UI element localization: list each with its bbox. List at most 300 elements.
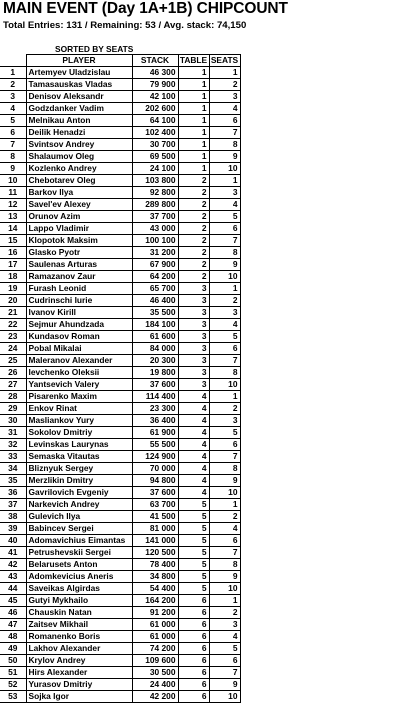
row-index: 46 [0, 607, 26, 619]
player-name: Barkov Ilya [26, 187, 132, 199]
table-row [0, 403, 240, 415]
chip-stack: 61 600 [132, 331, 178, 343]
row-index: 21 [0, 307, 26, 319]
table-row [0, 631, 240, 643]
table-row [0, 511, 240, 523]
player-name: Ivanov Kirill [26, 307, 132, 319]
player-name: Chauskin Natan [26, 607, 132, 619]
seat-number: 1 [209, 391, 240, 403]
table-number: 3 [178, 283, 209, 295]
chip-stack: 61 000 [132, 631, 178, 643]
seat-number: 9 [209, 475, 240, 487]
row-index: 51 [0, 667, 26, 679]
seat-number: 7 [209, 547, 240, 559]
seat-number: 2 [209, 295, 240, 307]
player-name: Sokolov Dmitriy [26, 427, 132, 439]
row-index: 6 [0, 127, 26, 139]
table-number: 3 [178, 343, 209, 355]
seat-number: 10 [209, 487, 240, 499]
table-row [0, 523, 240, 535]
chip-stack: 289 800 [132, 199, 178, 211]
seat-number: 8 [209, 139, 240, 151]
player-name: Hirs Alexander [26, 667, 132, 679]
player-name: Levinskas Laurynas [26, 439, 132, 451]
row-index: 41 [0, 547, 26, 559]
player-name: Klopotok Maksim [26, 235, 132, 247]
chip-stack: 24 100 [132, 163, 178, 175]
player-name: Masliankov Yury [26, 415, 132, 427]
table-number: 1 [178, 103, 209, 115]
chip-stack: 94 800 [132, 475, 178, 487]
row-index: 2 [0, 79, 26, 91]
table-row [0, 559, 240, 571]
player-name: Shalaumov Oleg [26, 151, 132, 163]
chip-stack: 64 200 [132, 271, 178, 283]
table-number: 6 [178, 691, 209, 703]
table-number: 6 [178, 655, 209, 667]
seat-number: 6 [209, 223, 240, 235]
table-number: 4 [178, 439, 209, 451]
row-index: 12 [0, 199, 26, 211]
seat-number: 10 [209, 691, 240, 703]
table-number: 2 [178, 211, 209, 223]
table-number: 3 [178, 319, 209, 331]
player-name: Petrushevskii Sergei [26, 547, 132, 559]
player-name: Yurasov Dmitriy [26, 679, 132, 691]
row-index: 53 [0, 691, 26, 703]
chip-stack: 43 000 [132, 223, 178, 235]
table-row [0, 223, 240, 235]
row-index: 7 [0, 139, 26, 151]
table-row [0, 439, 240, 451]
chip-stack: 61 000 [132, 619, 178, 631]
table-number: 2 [178, 199, 209, 211]
table-number: 2 [178, 187, 209, 199]
row-index: 29 [0, 403, 26, 415]
table-row [0, 127, 240, 139]
seat-number: 6 [209, 439, 240, 451]
seat-number: 7 [209, 127, 240, 139]
table-row [0, 211, 240, 223]
table-row [0, 655, 240, 667]
table-number: 3 [178, 331, 209, 343]
seat-number: 3 [209, 187, 240, 199]
chip-stack: 92 800 [132, 187, 178, 199]
player-name: Glasko Pyotr [26, 247, 132, 259]
chip-stack: 35 500 [132, 307, 178, 319]
player-name: Artemyev Uladzislau [26, 67, 132, 79]
seat-number: 2 [209, 403, 240, 415]
player-name: Chebotarev Oleg [26, 175, 132, 187]
chip-stack: 42 100 [132, 91, 178, 103]
chip-stack: 84 000 [132, 343, 178, 355]
seat-number: 8 [209, 463, 240, 475]
table-row [0, 307, 240, 319]
row-index: 34 [0, 463, 26, 475]
player-name: Babincev Sergei [26, 523, 132, 535]
chip-stack: 23 300 [132, 403, 178, 415]
table-number: 5 [178, 535, 209, 547]
chip-stack: 65 700 [132, 283, 178, 295]
table-number: 1 [178, 127, 209, 139]
seat-number: 6 [209, 655, 240, 667]
chip-stack: 30 700 [132, 139, 178, 151]
table-row [0, 667, 240, 679]
row-index: 20 [0, 295, 26, 307]
table-row [0, 607, 240, 619]
player-name: Orunov Azim [26, 211, 132, 223]
seat-number: 1 [209, 283, 240, 295]
row-index: 23 [0, 331, 26, 343]
row-index: 35 [0, 475, 26, 487]
player-name: Melnikau Anton [26, 115, 132, 127]
table-number: 3 [178, 295, 209, 307]
player-name: Lakhov Alexander [26, 643, 132, 655]
chip-stack: 69 500 [132, 151, 178, 163]
table-row [0, 67, 240, 79]
chip-stack: 74 200 [132, 643, 178, 655]
row-index: 3 [0, 91, 26, 103]
chip-stack: 41 500 [132, 511, 178, 523]
table-number: 4 [178, 403, 209, 415]
table-row [0, 571, 240, 583]
player-name: Semaska Vitautas [26, 451, 132, 463]
player-name: Tamasauskas Vladas [26, 79, 132, 91]
chip-stack: 79 900 [132, 79, 178, 91]
seat-number: 1 [209, 595, 240, 607]
seat-number: 8 [209, 247, 240, 259]
player-name: Savel'ev Alexey [26, 199, 132, 211]
seat-number: 10 [209, 379, 240, 391]
seat-number: 4 [209, 199, 240, 211]
table-row [0, 619, 240, 631]
player-name: Merzlikin Dmitry [26, 475, 132, 487]
row-index: 13 [0, 211, 26, 223]
page-title: MAIN EVENT (Day 1A+1B) CHIPCOUNT [3, 0, 288, 17]
chip-stack: 102 400 [132, 127, 178, 139]
table-row [0, 583, 240, 595]
table-number: 4 [178, 427, 209, 439]
chip-stack: 55 500 [132, 439, 178, 451]
player-name: Denisov Aleksandr [26, 91, 132, 103]
player-name: Saveikas Algirdas [26, 583, 132, 595]
chip-stack: 31 200 [132, 247, 178, 259]
seat-number: 2 [209, 607, 240, 619]
table-number: 6 [178, 595, 209, 607]
chip-stack: 54 400 [132, 583, 178, 595]
table-number: 3 [178, 367, 209, 379]
player-name: Kundasov Roman [26, 331, 132, 343]
chip-stack: 202 600 [132, 103, 178, 115]
table-row [0, 679, 240, 691]
table-number: 2 [178, 271, 209, 283]
seat-number: 7 [209, 235, 240, 247]
player-name: Krylov Andrey [26, 655, 132, 667]
seat-number: 6 [209, 535, 240, 547]
table-number: 1 [178, 91, 209, 103]
table-row [0, 595, 240, 607]
seat-number: 2 [209, 511, 240, 523]
row-index: 26 [0, 367, 26, 379]
seat-number: 5 [209, 331, 240, 343]
table-body [0, 67, 240, 703]
table-number: 2 [178, 235, 209, 247]
chip-stack: 164 200 [132, 595, 178, 607]
table-row [0, 115, 240, 127]
player-name: Enkov Rinat [26, 403, 132, 415]
row-index: 27 [0, 379, 26, 391]
player-name: Zaitsev Mikhail [26, 619, 132, 631]
row-index: 43 [0, 571, 26, 583]
chip-stack: 103 800 [132, 175, 178, 187]
row-index: 9 [0, 163, 26, 175]
row-index: 32 [0, 439, 26, 451]
table-row [0, 343, 240, 355]
table-row [0, 139, 240, 151]
table-number: 5 [178, 547, 209, 559]
table-row [0, 463, 240, 475]
player-name: Ramazanov Zaur [26, 271, 132, 283]
row-index: 17 [0, 259, 26, 271]
table-row [0, 499, 240, 511]
seat-number: 10 [209, 271, 240, 283]
table-row [0, 379, 240, 391]
row-index: 16 [0, 247, 26, 259]
row-index: 11 [0, 187, 26, 199]
table-number: 3 [178, 307, 209, 319]
column-header-player: PLAYER [26, 55, 132, 67]
table-number: 4 [178, 415, 209, 427]
table-row [0, 91, 240, 103]
row-index: 22 [0, 319, 26, 331]
seat-number: 4 [209, 103, 240, 115]
player-name: Narkevich Andrey [26, 499, 132, 511]
table-row [0, 79, 240, 91]
row-index: 18 [0, 271, 26, 283]
table-number: 1 [178, 163, 209, 175]
seat-number: 9 [209, 259, 240, 271]
seat-number: 8 [209, 367, 240, 379]
player-name: Sejmur Ahundzada [26, 319, 132, 331]
player-name: Gavrilovich Evgeniy [26, 487, 132, 499]
seat-number: 2 [209, 79, 240, 91]
table-row [0, 643, 240, 655]
row-index: 31 [0, 427, 26, 439]
seat-number: 9 [209, 151, 240, 163]
chip-stack: 78 400 [132, 559, 178, 571]
chip-stack: 24 400 [132, 679, 178, 691]
player-name: Bliznyuk Sergey [26, 463, 132, 475]
table-row [0, 487, 240, 499]
chip-stack: 100 100 [132, 235, 178, 247]
chip-stack: 67 900 [132, 259, 178, 271]
table-number: 5 [178, 523, 209, 535]
row-index: 42 [0, 559, 26, 571]
sort-label: SORTED BY SEATS [55, 44, 134, 54]
chip-stack: 36 400 [132, 415, 178, 427]
table-number: 1 [178, 151, 209, 163]
seat-number: 4 [209, 319, 240, 331]
table-number: 6 [178, 607, 209, 619]
player-name: Kozlenko Andrey [26, 163, 132, 175]
player-name: Deilik Henadzi [26, 127, 132, 139]
chipcount-table [0, 54, 241, 703]
chip-stack: 34 800 [132, 571, 178, 583]
row-index: 5 [0, 115, 26, 127]
table-row [0, 451, 240, 463]
player-name: Cudrinschi Iurie [26, 295, 132, 307]
table-number: 6 [178, 631, 209, 643]
chip-stack: 46 400 [132, 295, 178, 307]
chip-stack: 64 100 [132, 115, 178, 127]
column-header-seats: SEATS [210, 55, 239, 65]
player-name: Adomavichius Eimantas [26, 535, 132, 547]
chip-stack: 37 600 [132, 379, 178, 391]
table-row [0, 331, 240, 343]
chip-stack: 91 200 [132, 607, 178, 619]
table-row [0, 391, 240, 403]
chip-stack: 141 000 [132, 535, 178, 547]
chip-stack: 120 500 [132, 547, 178, 559]
seat-number: 9 [209, 679, 240, 691]
table-row [0, 103, 240, 115]
seat-number: 6 [209, 343, 240, 355]
row-index: 1 [0, 67, 26, 79]
player-name: Svintsov Andrey [26, 139, 132, 151]
row-index: 47 [0, 619, 26, 631]
player-name: Lappo Vladimir [26, 223, 132, 235]
table-row [0, 535, 240, 547]
row-index: 52 [0, 679, 26, 691]
table-row [0, 295, 240, 307]
seat-number: 5 [209, 643, 240, 655]
chip-stack: 42 200 [132, 691, 178, 703]
player-name: Adomkevicius Aneris [26, 571, 132, 583]
table-number: 1 [178, 79, 209, 91]
table-row [0, 355, 240, 367]
event-summary: Total Entries: 131 / Remaining: 53 / Avg. stack: 74,150 [3, 20, 247, 31]
table-number: 6 [178, 619, 209, 631]
seat-number: 3 [209, 307, 240, 319]
player-name: Sojka Igor [26, 691, 132, 703]
table-row [0, 235, 240, 247]
player-name: Godzdanker Vadim [26, 103, 132, 115]
table-row [0, 427, 240, 439]
chip-stack: 20 300 [132, 355, 178, 367]
table-number: 5 [178, 571, 209, 583]
table-number: 4 [178, 487, 209, 499]
chip-stack: 46 300 [132, 67, 178, 79]
table-number: 2 [178, 247, 209, 259]
row-index: 49 [0, 643, 26, 655]
table-number: 3 [178, 379, 209, 391]
table-row [0, 271, 240, 283]
seat-number: 10 [209, 163, 240, 175]
table-number: 2 [178, 223, 209, 235]
seat-number: 5 [209, 427, 240, 439]
row-index: 33 [0, 451, 26, 463]
seat-number: 7 [209, 451, 240, 463]
row-index: 44 [0, 583, 26, 595]
table-number: 5 [178, 511, 209, 523]
table-number: 2 [178, 175, 209, 187]
table-row [0, 547, 240, 559]
seat-number: 6 [209, 115, 240, 127]
table-number: 6 [178, 667, 209, 679]
table-number: 4 [178, 451, 209, 463]
row-index: 39 [0, 523, 26, 535]
chip-stack: 37 600 [132, 487, 178, 499]
seat-number: 3 [209, 415, 240, 427]
table-header-row [0, 55, 240, 67]
row-index: 28 [0, 391, 26, 403]
chip-stack: 81 000 [132, 523, 178, 535]
player-name: Yantsevich Valery [26, 379, 132, 391]
row-index: 38 [0, 511, 26, 523]
row-index: 25 [0, 355, 26, 367]
table-number: 5 [178, 583, 209, 595]
chip-stack: 30 500 [132, 667, 178, 679]
seat-number: 3 [209, 619, 240, 631]
player-name: Pisarenko Maxim [26, 391, 132, 403]
column-header-stack: STACK [132, 55, 178, 67]
seat-number: 4 [209, 631, 240, 643]
table-row [0, 283, 240, 295]
player-name: Furash Leonid [26, 283, 132, 295]
table-row [0, 151, 240, 163]
table-row [0, 367, 240, 379]
table-number: 4 [178, 463, 209, 475]
table-number: 6 [178, 643, 209, 655]
row-index: 40 [0, 535, 26, 547]
seat-number: 10 [209, 583, 240, 595]
row-index: 14 [0, 223, 26, 235]
chip-stack: 61 900 [132, 427, 178, 439]
seat-number: 3 [209, 91, 240, 103]
player-name: Belarusets Anton [26, 559, 132, 571]
table-number: 1 [178, 139, 209, 151]
chip-stack: 70 000 [132, 463, 178, 475]
table-number: 3 [178, 355, 209, 367]
table-row [0, 175, 240, 187]
table-number: 6 [178, 679, 209, 691]
row-index: 48 [0, 631, 26, 643]
player-name: Saulenas Arturas [26, 259, 132, 271]
player-name: Romanenko Boris [26, 631, 132, 643]
player-name: Gulevich Ilya [26, 511, 132, 523]
row-index: 4 [0, 103, 26, 115]
player-name: Maleranov Alexander [26, 355, 132, 367]
seat-number: 7 [209, 355, 240, 367]
table-row [0, 199, 240, 211]
table-row [0, 415, 240, 427]
row-index: 10 [0, 175, 26, 187]
row-index: 37 [0, 499, 26, 511]
player-name: Ievchenko Oleksii [26, 367, 132, 379]
player-name: Pobal Mikalai [26, 343, 132, 355]
seat-number: 1 [209, 499, 240, 511]
row-index: 45 [0, 595, 26, 607]
seat-number: 1 [209, 67, 240, 79]
row-index: 50 [0, 655, 26, 667]
table-row [0, 163, 240, 175]
column-header-table: TABLE [179, 55, 208, 65]
row-index: 24 [0, 343, 26, 355]
seat-number: 8 [209, 559, 240, 571]
chip-stack: 63 700 [132, 499, 178, 511]
seat-number: 4 [209, 523, 240, 535]
table-row [0, 247, 240, 259]
